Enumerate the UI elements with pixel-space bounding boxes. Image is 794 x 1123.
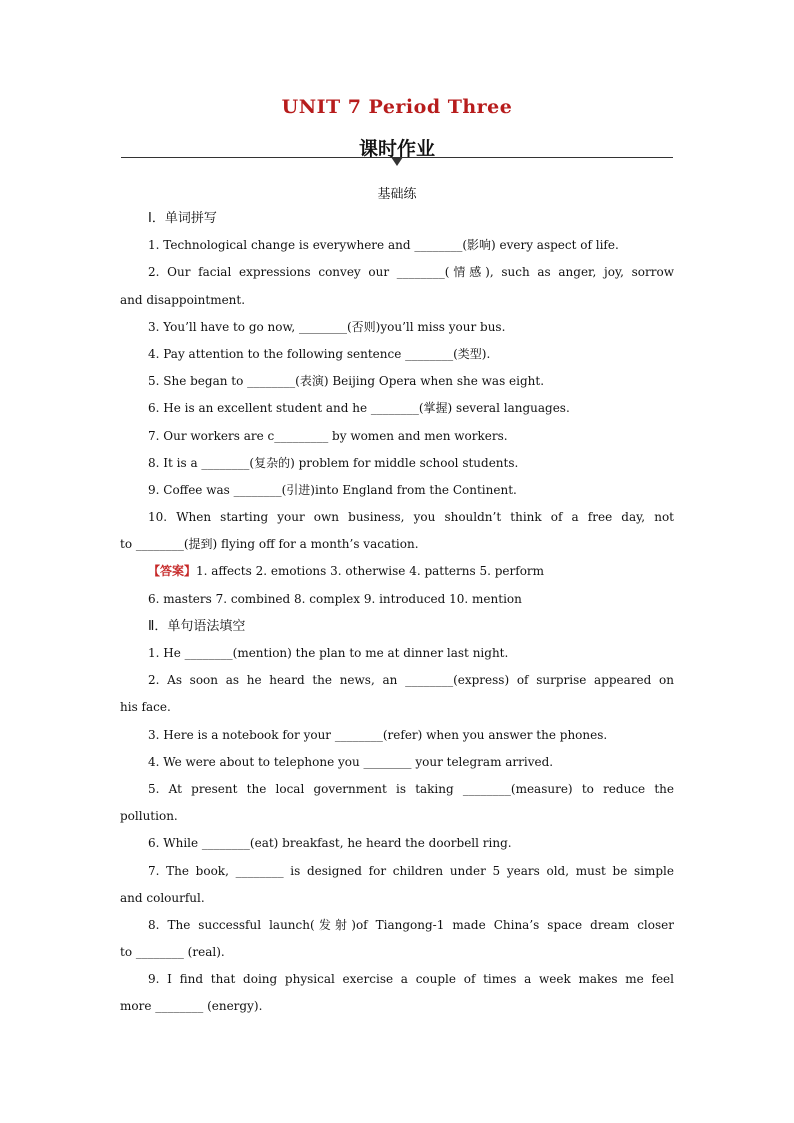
exercise-line: 8. It is a ________(复杂的) problem for middle school students. <box>148 455 519 470</box>
exercise-line: 3. You’ll have to go now, ________(否则)you’ll miss your bus. <box>148 319 506 334</box>
triangle-marker-icon <box>391 157 403 166</box>
section-title: 基础练 <box>377 187 417 202</box>
answer-text: 1. affects 2. emotions 3. otherwise 4. patterns 5. perform <box>196 564 545 579</box>
exercise-line: 2. As soon as he heard the news, an ________(express) of surprise appeared on <box>148 673 674 688</box>
exercise-line: to ________ (real). <box>120 945 225 960</box>
exercise-line: more ________ (energy). <box>120 999 263 1014</box>
answer-line: 6. masters 7. combined 8. complex 9. introduced 10. mention <box>148 591 522 606</box>
part2-title: Ⅱ．单句语法填空 <box>148 618 246 634</box>
exercise-line: 9. I find that doing physical exercise a couple of times a week makes me feel <box>148 972 674 987</box>
answer-line <box>120 558 674 585</box>
exercise-line: 10. When starting your own business, you shouldn’t think of a free day, not <box>148 510 674 525</box>
exercise-line: 5. At present the local government is taking ________(measure) to reduce the <box>148 781 674 796</box>
exercise-line: his face. <box>120 700 171 715</box>
exercise-line: 4. Pay attention to the following sentence ________(类型). <box>148 346 491 361</box>
answer-tag: 【答案】 <box>148 564 197 579</box>
page-subtitle: 课时作业 <box>358 138 435 160</box>
exercise-line: 7. Our workers are c_________ by women and men workers. <box>148 428 508 443</box>
exercise-line: 9. Coffee was ________(引进)into England from the Continent. <box>148 482 517 497</box>
exercise-line: and disappointment. <box>120 292 246 307</box>
exercise-line: and colourful. <box>120 890 205 905</box>
exercise-line: 1. He ________(mention) the plan to me at dinner last night. <box>148 646 509 660</box>
exercise-line: 1. Technological change is everywhere and ________(影响) every aspect of life. <box>148 238 619 253</box>
exercise-line: 7. The book, ________ is designed for children under 5 years old, must be simple <box>148 863 674 878</box>
exercise-content <box>120 205 674 1021</box>
exercise-line: pollution. <box>120 809 178 824</box>
exercise-line: to ________(提到) flying off for a month’s vacation. <box>120 537 419 552</box>
exercise-line: 5. She began to ________(表演) Beijing Opera when she was eight. <box>148 374 545 389</box>
part1-title: Ⅰ．单词拼写 <box>148 211 217 226</box>
exercise-line: 6. He is an excellent student and he ________(掌握) several languages. <box>148 401 570 416</box>
exercise-line: 6. While ________(eat) breakfast, he heard the doorbell ring. <box>148 836 512 851</box>
unit-title: UNIT 7 Period Three <box>281 96 513 118</box>
exercise-line: 8. The successful launch(发射)of Tiangong-1 made China’s space dream closer <box>148 917 674 932</box>
exercise-line: 3. Here is a notebook for your ________(refer) when you answer the phones. <box>148 727 608 742</box>
exercise-line: 2. Our facial expressions convey our ________(情感), such as anger, joy, sorrow <box>148 265 674 280</box>
exercise-line: 4. We were about to telephone you ________ your telegram arrived. <box>148 754 554 769</box>
